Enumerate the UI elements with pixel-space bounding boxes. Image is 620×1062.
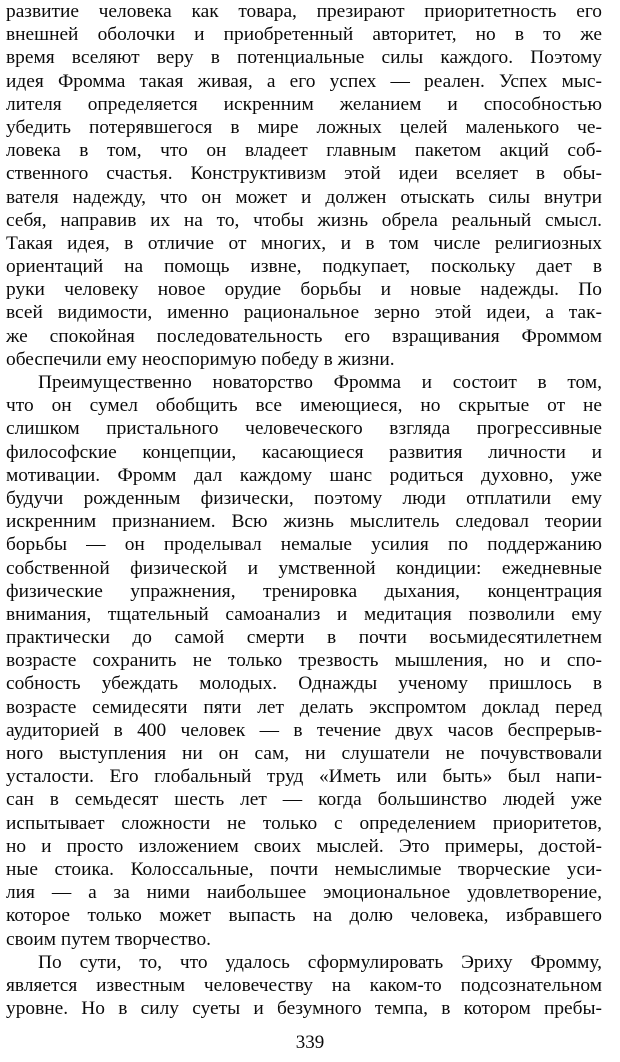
text-line: ориентаций на помощь извне, подкупает, поскольку дает в: [6, 256, 602, 278]
text-line: возрасте сохранить не только трезвость мышления, но и спо-: [6, 650, 602, 672]
text-line: уровне. Но в силу суеты и безумного темпа, в котором пребы-: [6, 998, 602, 1020]
text-line: время вселяют веру в потенциальные силы каждого. Поэтому: [6, 47, 602, 69]
text-line: слишком пристального человеческого взгляда прогрессивные: [6, 418, 602, 440]
text-line: мотивации. Фромм дал каждому шанс родиться духовно, уже: [6, 464, 602, 486]
text-line: но и просто изложением своих мыслей. Это примеры, достой-: [6, 835, 602, 857]
text-line: практически до самой смерти в почти восьмидесятилетнем: [6, 627, 602, 649]
text-line: искренним признанием. Всю жизнь мыслитель следовал теории: [6, 511, 602, 533]
text-line: всей видимости, именно рациональное зерно этой идеи, а так-: [6, 302, 602, 324]
text-line: ственного счастья. Конструктивизм этой идеи вселяет в обы-: [6, 163, 602, 185]
text-line: аудиторией в 400 человек — в течение двух часов беспрерыв-: [6, 719, 602, 741]
paragraph: [6, 371, 602, 951]
text-line: ные стоика. Колоссальные, почти немыслимые творческие уси-: [6, 858, 602, 880]
text-line: внимания, тщательный самоанализ и медитация позволили ему: [6, 603, 602, 625]
body-text: [6, 0, 602, 1020]
text-line: является известным человечеству на каком-то подсознательном: [6, 974, 602, 996]
text-line: лия — а за ними наибольшее эмоциональное удовлетворение,: [6, 882, 602, 904]
text-line: философские концепции, касающиеся развития личности и: [6, 441, 602, 463]
text-line: возрасте семидесяти пяти лет делать экспромтом доклад перед: [6, 696, 602, 718]
text-line: По сути, то, что удалось сформулировать Эриху Фромму,: [38, 951, 602, 973]
paragraph: [6, 0, 602, 371]
text-line: которое только может выпасть на долю человека, избравшего: [6, 905, 602, 927]
text-line: обеспечили ему неоспоримую победу в жизни.: [6, 348, 395, 370]
text-line: лителя определяется искренним желанием и способностью: [6, 93, 602, 115]
text-line: физические упражнения, тренировка дыхания, концентрация: [6, 580, 602, 602]
page-number: 339: [295, 1032, 325, 1053]
text-line: ловека в том, что он владеет главным пакетом акций соб-: [6, 140, 602, 162]
paragraph: [6, 951, 602, 1021]
text-line: внешней оболочки и приобретенный авторитет, но в то же: [6, 24, 602, 46]
text-line: развитие человека как товара, презирают приоритетность его: [6, 1, 602, 22]
text-line: что он сумел обобщить все имеющиеся, но скрытые от не: [6, 395, 602, 417]
text-line: же спокойная последовательность его взращивания Фроммом: [6, 325, 602, 347]
text-line: руки человеку новое орудие борьбы и новые надежды. По: [6, 279, 602, 301]
text-line: усталости. Его глобальный труд «Иметь или быть» был напи-: [6, 766, 602, 788]
text-line: идея Фромма такая живая, а его успех — реален. Успех мыс-: [6, 70, 602, 92]
text-line: ного выступления ни он сам, ни слушатели не почувствовали: [6, 743, 602, 764]
text-line: Такая идея, в отличие от многих, и в том числе религиозных: [6, 232, 602, 254]
text-line: вателя надежду, что он может и должен отыскать силы внутри: [6, 186, 602, 208]
text-line: испытывает сложности не только с определением приоритетов,: [6, 812, 602, 834]
text-line: своим путем творчество.: [6, 928, 211, 950]
text-line: себя, направив их на то, чтобы жизнь обрела реальный смысл.: [6, 209, 602, 231]
text-line: борьбы — он проделывал немалые усилия по поддержанию: [6, 534, 602, 556]
text-line: сан в семьдесят шесть лет — когда большинство людей уже: [6, 789, 602, 811]
text-line: собственной физической и умственной кондиции: ежедневные: [6, 557, 602, 579]
text-line: убедить потерявшегося в мире ложных целей маленького че-: [6, 116, 602, 138]
text-line: Преимущественно новаторство Фромма и состоит в том,: [38, 372, 602, 393]
text-line: будучи рожденным физически, поэтому люди отплатили ему: [6, 487, 602, 509]
text-line: собность убеждать молодых. Однажды ученому пришлось в: [6, 673, 602, 695]
